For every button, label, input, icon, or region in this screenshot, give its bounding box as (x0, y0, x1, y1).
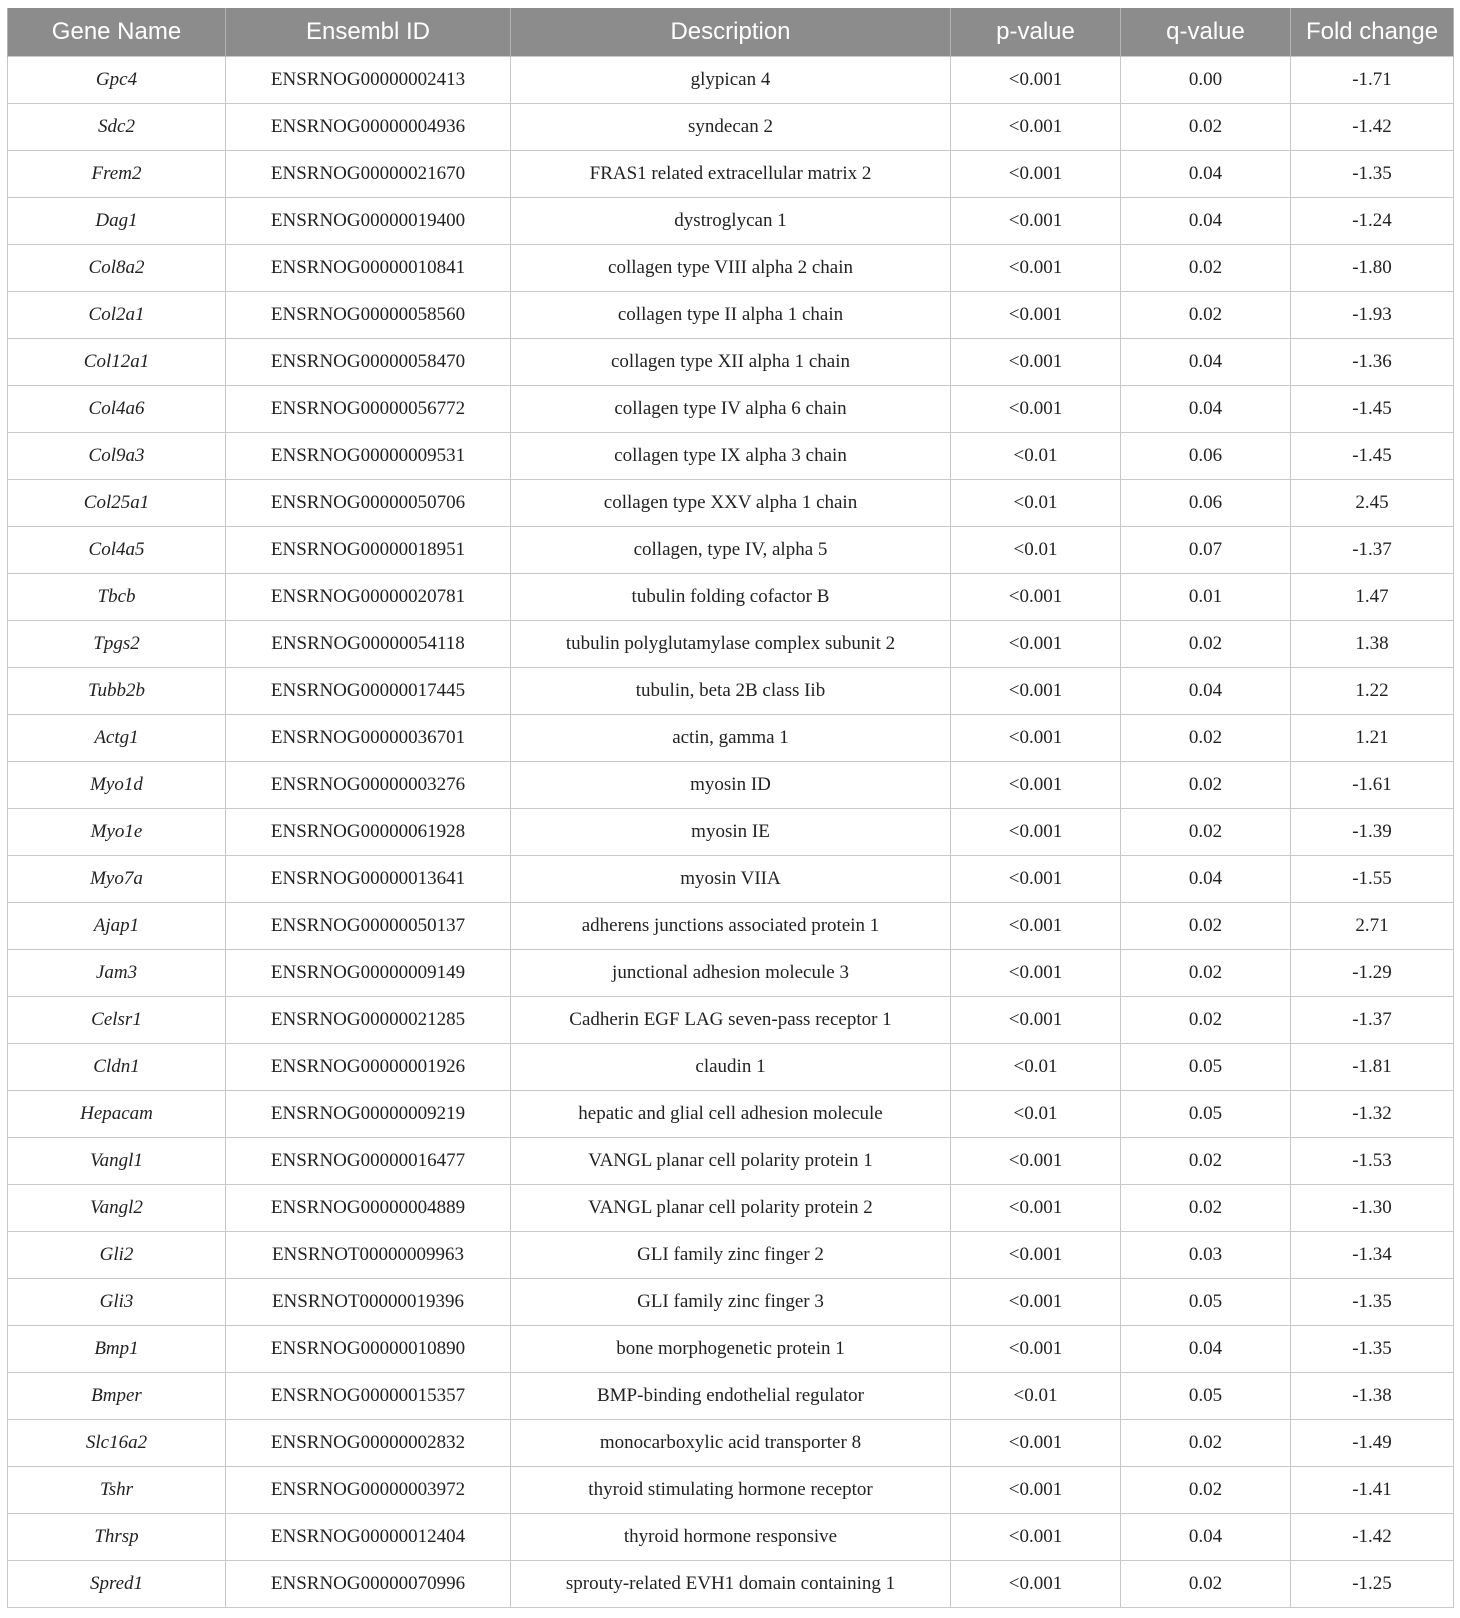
gene-name-cell: Bmp1 (8, 1326, 226, 1373)
ensembl-id-cell: ENSRNOG00000001926 (226, 1044, 511, 1091)
q-value-cell: 0.02 (1121, 950, 1291, 997)
table-row (8, 1326, 1454, 1373)
table-row (8, 480, 1454, 527)
description-cell: sprouty-related EVH1 domain containing 1 (511, 1561, 951, 1608)
fold-change-cell: -1.41 (1291, 1467, 1454, 1514)
gene-name-cell: Spred1 (8, 1561, 226, 1608)
p-value-cell: <0.001 (951, 292, 1121, 339)
table-row (8, 151, 1454, 198)
fold-change-cell: 2.71 (1291, 903, 1454, 950)
fold-change-cell: -1.81 (1291, 1044, 1454, 1091)
ensembl-id-cell: ENSRNOG00000070996 (226, 1561, 511, 1608)
q-value-cell: 0.04 (1121, 386, 1291, 433)
table-row (8, 621, 1454, 668)
p-value-cell: <0.001 (951, 1279, 1121, 1326)
gene-name-cell: Myo1d (8, 762, 226, 809)
table-row (8, 57, 1454, 104)
p-value-cell: <0.001 (951, 856, 1121, 903)
gene-name-cell: Tpgs2 (8, 621, 226, 668)
table-row (8, 292, 1454, 339)
table-row (8, 574, 1454, 621)
table-row (8, 997, 1454, 1044)
p-value-cell: <0.001 (951, 1561, 1121, 1608)
gene-expression-table (7, 8, 1454, 1608)
fold-change-cell: -1.30 (1291, 1185, 1454, 1232)
ensembl-id-cell: ENSRNOG00000016477 (226, 1138, 511, 1185)
ensembl-id-cell: ENSRNOG00000018951 (226, 527, 511, 574)
fold-change-cell: -1.42 (1291, 1514, 1454, 1561)
ensembl-id-cell: ENSRNOT00000019396 (226, 1279, 511, 1326)
q-value-cell: 0.05 (1121, 1044, 1291, 1091)
ensembl-id-cell: ENSRNOG00000009219 (226, 1091, 511, 1138)
p-value-cell: <0.001 (951, 997, 1121, 1044)
p-value-cell: <0.001 (951, 903, 1121, 950)
q-value-cell: 0.04 (1121, 1514, 1291, 1561)
table-row (8, 1232, 1454, 1279)
p-value-cell: <0.001 (951, 950, 1121, 997)
description-cell: myosin VIIA (511, 856, 951, 903)
header-ensembl-id: Ensembl ID (226, 8, 511, 57)
q-value-cell: 0.02 (1121, 903, 1291, 950)
gene-name-cell: Ajap1 (8, 903, 226, 950)
fold-change-cell: -1.53 (1291, 1138, 1454, 1185)
p-value-cell: <0.01 (951, 1044, 1121, 1091)
ensembl-id-cell: ENSRNOG00000002832 (226, 1420, 511, 1467)
fold-change-cell: -1.55 (1291, 856, 1454, 903)
q-value-cell: 0.04 (1121, 668, 1291, 715)
p-value-cell: <0.01 (951, 1373, 1121, 1420)
description-cell: actin, gamma 1 (511, 715, 951, 762)
p-value-cell: <0.001 (951, 1467, 1121, 1514)
description-cell: GLI family zinc finger 3 (511, 1279, 951, 1326)
table-row (8, 1138, 1454, 1185)
description-cell: collagen type XII alpha 1 chain (511, 339, 951, 386)
fold-change-cell: 1.21 (1291, 715, 1454, 762)
description-cell: monocarboxylic acid transporter 8 (511, 1420, 951, 1467)
ensembl-id-cell: ENSRNOG00000015357 (226, 1373, 511, 1420)
gene-name-cell: Col4a5 (8, 527, 226, 574)
fold-change-cell: -1.38 (1291, 1373, 1454, 1420)
table-row (8, 527, 1454, 574)
table-row (8, 433, 1454, 480)
fold-change-cell: -1.36 (1291, 339, 1454, 386)
ensembl-id-cell: ENSRNOG00000019400 (226, 198, 511, 245)
header-fold-change: Fold change (1291, 8, 1454, 57)
p-value-cell: <0.001 (951, 1326, 1121, 1373)
header-row (8, 8, 1454, 57)
p-value-cell: <0.01 (951, 1091, 1121, 1138)
p-value-cell: <0.001 (951, 386, 1121, 433)
fold-change-cell: -1.42 (1291, 104, 1454, 151)
gene-name-cell: Col8a2 (8, 245, 226, 292)
ensembl-id-cell: ENSRNOG00000058470 (226, 339, 511, 386)
description-cell: FRAS1 related extracellular matrix 2 (511, 151, 951, 198)
p-value-cell: <0.001 (951, 1514, 1121, 1561)
table-body (8, 57, 1454, 1608)
fold-change-cell: -1.49 (1291, 1420, 1454, 1467)
table-row (8, 715, 1454, 762)
fold-change-cell: 1.47 (1291, 574, 1454, 621)
ensembl-id-cell: ENSRNOT00000009963 (226, 1232, 511, 1279)
gene-name-cell: Jam3 (8, 950, 226, 997)
description-cell: dystroglycan 1 (511, 198, 951, 245)
q-value-cell: 0.02 (1121, 1467, 1291, 1514)
gene-name-cell: Dag1 (8, 198, 226, 245)
p-value-cell: <0.001 (951, 104, 1121, 151)
gene-table-container (7, 8, 1453, 1608)
fold-change-cell: 1.22 (1291, 668, 1454, 715)
gene-name-cell: Col4a6 (8, 386, 226, 433)
ensembl-id-cell: ENSRNOG00000054118 (226, 621, 511, 668)
description-cell: VANGL planar cell polarity protein 1 (511, 1138, 951, 1185)
fold-change-cell: -1.61 (1291, 762, 1454, 809)
fold-change-cell: -1.25 (1291, 1561, 1454, 1608)
description-cell: collagen type IX alpha 3 chain (511, 433, 951, 480)
ensembl-id-cell: ENSRNOG00000056772 (226, 386, 511, 433)
ensembl-id-cell: ENSRNOG00000009149 (226, 950, 511, 997)
ensembl-id-cell: ENSRNOG00000012404 (226, 1514, 511, 1561)
p-value-cell: <0.001 (951, 809, 1121, 856)
p-value-cell: <0.001 (951, 151, 1121, 198)
p-value-cell: <0.01 (951, 480, 1121, 527)
fold-change-cell: -1.37 (1291, 997, 1454, 1044)
fold-change-cell: -1.35 (1291, 1279, 1454, 1326)
q-value-cell: 0.02 (1121, 1561, 1291, 1608)
q-value-cell: 0.02 (1121, 762, 1291, 809)
description-cell: collagen type IV alpha 6 chain (511, 386, 951, 433)
description-cell: collagen, type IV, alpha 5 (511, 527, 951, 574)
fold-change-cell: -1.45 (1291, 386, 1454, 433)
table-row (8, 668, 1454, 715)
ensembl-id-cell: ENSRNOG00000010890 (226, 1326, 511, 1373)
p-value-cell: <0.001 (951, 245, 1121, 292)
q-value-cell: 0.03 (1121, 1232, 1291, 1279)
p-value-cell: <0.001 (951, 621, 1121, 668)
gene-name-cell: Vangl1 (8, 1138, 226, 1185)
q-value-cell: 0.02 (1121, 809, 1291, 856)
gene-name-cell: Myo1e (8, 809, 226, 856)
description-cell: tubulin folding cofactor B (511, 574, 951, 621)
q-value-cell: 0.02 (1121, 1138, 1291, 1185)
ensembl-id-cell: ENSRNOG00000003972 (226, 1467, 511, 1514)
gene-name-cell: Bmper (8, 1373, 226, 1420)
fold-change-cell: -1.35 (1291, 151, 1454, 198)
p-value-cell: <0.001 (951, 574, 1121, 621)
gene-name-cell: Col2a1 (8, 292, 226, 339)
table-row (8, 198, 1454, 245)
fold-change-cell: -1.34 (1291, 1232, 1454, 1279)
table-row (8, 339, 1454, 386)
fold-change-cell: -1.35 (1291, 1326, 1454, 1373)
gene-name-cell: Hepacam (8, 1091, 226, 1138)
description-cell: collagen type II alpha 1 chain (511, 292, 951, 339)
description-cell: junctional adhesion molecule 3 (511, 950, 951, 997)
fold-change-cell: -1.29 (1291, 950, 1454, 997)
q-value-cell: 0.00 (1121, 57, 1291, 104)
description-cell: collagen type XXV alpha 1 chain (511, 480, 951, 527)
ensembl-id-cell: ENSRNOG00000002413 (226, 57, 511, 104)
fold-change-cell: -1.71 (1291, 57, 1454, 104)
header-description: Description (511, 8, 951, 57)
table-row (8, 903, 1454, 950)
description-cell: adherens junctions associated protein 1 (511, 903, 951, 950)
p-value-cell: <0.001 (951, 339, 1121, 386)
description-cell: tubulin, beta 2B class Iib (511, 668, 951, 715)
gene-name-cell: Col12a1 (8, 339, 226, 386)
gene-name-cell: Gli3 (8, 1279, 226, 1326)
description-cell: thyroid stimulating hormone receptor (511, 1467, 951, 1514)
fold-change-cell: -1.37 (1291, 527, 1454, 574)
q-value-cell: 0.02 (1121, 245, 1291, 292)
ensembl-id-cell: ENSRNOG00000017445 (226, 668, 511, 715)
ensembl-id-cell: ENSRNOG00000050137 (226, 903, 511, 950)
fold-change-cell: -1.80 (1291, 245, 1454, 292)
description-cell: collagen type VIII alpha 2 chain (511, 245, 951, 292)
table-row (8, 1561, 1454, 1608)
header-p-value: p-value (951, 8, 1121, 57)
q-value-cell: 0.02 (1121, 1185, 1291, 1232)
table-row (8, 950, 1454, 997)
p-value-cell: <0.001 (951, 1420, 1121, 1467)
gene-name-cell: Slc16a2 (8, 1420, 226, 1467)
p-value-cell: <0.001 (951, 668, 1121, 715)
q-value-cell: 0.05 (1121, 1373, 1291, 1420)
p-value-cell: <0.01 (951, 433, 1121, 480)
description-cell: glypican 4 (511, 57, 951, 104)
gene-name-cell: Tshr (8, 1467, 226, 1514)
gene-name-cell: Tubb2b (8, 668, 226, 715)
ensembl-id-cell: ENSRNOG00000021670 (226, 151, 511, 198)
table-row (8, 386, 1454, 433)
ensembl-id-cell: ENSRNOG00000010841 (226, 245, 511, 292)
gene-name-cell: Col9a3 (8, 433, 226, 480)
q-value-cell: 0.05 (1121, 1279, 1291, 1326)
p-value-cell: <0.001 (951, 762, 1121, 809)
gene-name-cell: Sdc2 (8, 104, 226, 151)
gene-name-cell: Col25a1 (8, 480, 226, 527)
ensembl-id-cell: ENSRNOG00000061928 (226, 809, 511, 856)
table-row (8, 1185, 1454, 1232)
table-row (8, 1514, 1454, 1561)
description-cell: GLI family zinc finger 2 (511, 1232, 951, 1279)
description-cell: claudin 1 (511, 1044, 951, 1091)
gene-name-cell: Gpc4 (8, 57, 226, 104)
description-cell: thyroid hormone responsive (511, 1514, 951, 1561)
description-cell: syndecan 2 (511, 104, 951, 151)
q-value-cell: 0.02 (1121, 715, 1291, 762)
gene-name-cell: Frem2 (8, 151, 226, 198)
table-row (8, 809, 1454, 856)
p-value-cell: <0.001 (951, 1232, 1121, 1279)
p-value-cell: <0.001 (951, 1185, 1121, 1232)
description-cell: hepatic and glial cell adhesion molecule (511, 1091, 951, 1138)
gene-name-cell: Cldn1 (8, 1044, 226, 1091)
header-gene-name: Gene Name (8, 8, 226, 57)
gene-name-cell: Myo7a (8, 856, 226, 903)
p-value-cell: <0.001 (951, 57, 1121, 104)
table-row (8, 1044, 1454, 1091)
description-cell: myosin ID (511, 762, 951, 809)
gene-name-cell: Thrsp (8, 1514, 226, 1561)
ensembl-id-cell: ENSRNOG00000058560 (226, 292, 511, 339)
table-row (8, 1373, 1454, 1420)
gene-name-cell: Tbcb (8, 574, 226, 621)
table-row (8, 856, 1454, 903)
fold-change-cell: -1.93 (1291, 292, 1454, 339)
table-row (8, 1467, 1454, 1514)
table-row (8, 762, 1454, 809)
q-value-cell: 0.02 (1121, 292, 1291, 339)
p-value-cell: <0.001 (951, 715, 1121, 762)
ensembl-id-cell: ENSRNOG00000036701 (226, 715, 511, 762)
ensembl-id-cell: ENSRNOG00000020781 (226, 574, 511, 621)
description-cell: tubulin polyglutamylase complex subunit 2 (511, 621, 951, 668)
gene-name-cell: Actg1 (8, 715, 226, 762)
p-value-cell: <0.001 (951, 1138, 1121, 1185)
q-value-cell: 0.06 (1121, 433, 1291, 480)
description-cell: BMP-binding endothelial regulator (511, 1373, 951, 1420)
fold-change-cell: -1.32 (1291, 1091, 1454, 1138)
q-value-cell: 0.04 (1121, 339, 1291, 386)
fold-change-cell: -1.39 (1291, 809, 1454, 856)
fold-change-cell: -1.24 (1291, 198, 1454, 245)
table-row (8, 104, 1454, 151)
q-value-cell: 0.05 (1121, 1091, 1291, 1138)
gene-name-cell: Vangl2 (8, 1185, 226, 1232)
ensembl-id-cell: ENSRNOG00000050706 (226, 480, 511, 527)
gene-name-cell: Celsr1 (8, 997, 226, 1044)
q-value-cell: 0.04 (1121, 1326, 1291, 1373)
q-value-cell: 0.01 (1121, 574, 1291, 621)
ensembl-id-cell: ENSRNOG00000003276 (226, 762, 511, 809)
q-value-cell: 0.06 (1121, 480, 1291, 527)
table-row (8, 1091, 1454, 1138)
q-value-cell: 0.02 (1121, 104, 1291, 151)
q-value-cell: 0.04 (1121, 856, 1291, 903)
q-value-cell: 0.02 (1121, 1420, 1291, 1467)
ensembl-id-cell: ENSRNOG00000021285 (226, 997, 511, 1044)
fold-change-cell: 2.45 (1291, 480, 1454, 527)
fold-change-cell: -1.45 (1291, 433, 1454, 480)
q-value-cell: 0.02 (1121, 997, 1291, 1044)
fold-change-cell: 1.38 (1291, 621, 1454, 668)
p-value-cell: <0.01 (951, 527, 1121, 574)
header-q-value: q-value (1121, 8, 1291, 57)
description-cell: myosin IE (511, 809, 951, 856)
p-value-cell: <0.001 (951, 198, 1121, 245)
q-value-cell: 0.04 (1121, 151, 1291, 198)
q-value-cell: 0.02 (1121, 621, 1291, 668)
gene-name-cell: Gli2 (8, 1232, 226, 1279)
ensembl-id-cell: ENSRNOG00000013641 (226, 856, 511, 903)
ensembl-id-cell: ENSRNOG00000004936 (226, 104, 511, 151)
table-row (8, 245, 1454, 292)
ensembl-id-cell: ENSRNOG00000004889 (226, 1185, 511, 1232)
table-row (8, 1279, 1454, 1326)
description-cell: Cadherin EGF LAG seven-pass receptor 1 (511, 997, 951, 1044)
q-value-cell: 0.07 (1121, 527, 1291, 574)
q-value-cell: 0.04 (1121, 198, 1291, 245)
description-cell: bone morphogenetic protein 1 (511, 1326, 951, 1373)
table-header (8, 8, 1454, 57)
description-cell: VANGL planar cell polarity protein 2 (511, 1185, 951, 1232)
ensembl-id-cell: ENSRNOG00000009531 (226, 433, 511, 480)
table-row (8, 1420, 1454, 1467)
